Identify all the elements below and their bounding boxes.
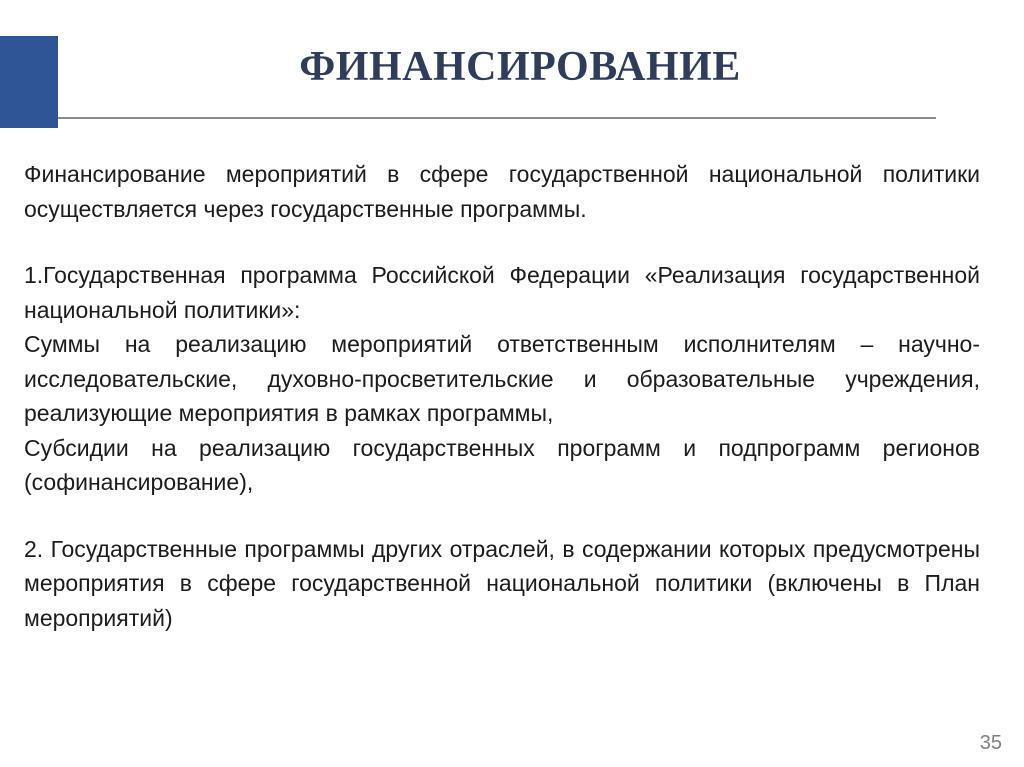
slide-title: ФИНАНСИРОВАНИЕ (299, 44, 741, 90)
title-divider (58, 117, 936, 119)
program-2-paragraph: 2. Государственные программы других отраслей, в содержании которых предусмотрены мероприятия в сфере государственной национальной политики (включены в План мероприятий) (24, 535, 980, 631)
program-1-item-amounts: Суммы на реализацию мероприятий ответственным исполнителям – научно-исследовательские, духовно-просветительские и образовательные учреждения, реализующие мероприятия в рамках программы, (24, 331, 980, 426)
paragraph-spacer (24, 500, 980, 532)
paragraph-spacer (24, 226, 980, 258)
program-1-heading: 1.Государственная программа Российской Федерации «Реализация государственной национальной политики»: (24, 262, 980, 323)
page-number: 35 (979, 732, 1002, 754)
program-1-item-subsidies: Субсидии на реализацию государственных программ и подпрограмм регионов (софинансирование), (24, 434, 980, 495)
title-accent-bar (0, 36, 58, 128)
intro-paragraph: Финансирование мероприятий в сфере государственной национальной политики осуществляется через государственные программы. (24, 161, 980, 222)
slide-body (24, 157, 980, 635)
